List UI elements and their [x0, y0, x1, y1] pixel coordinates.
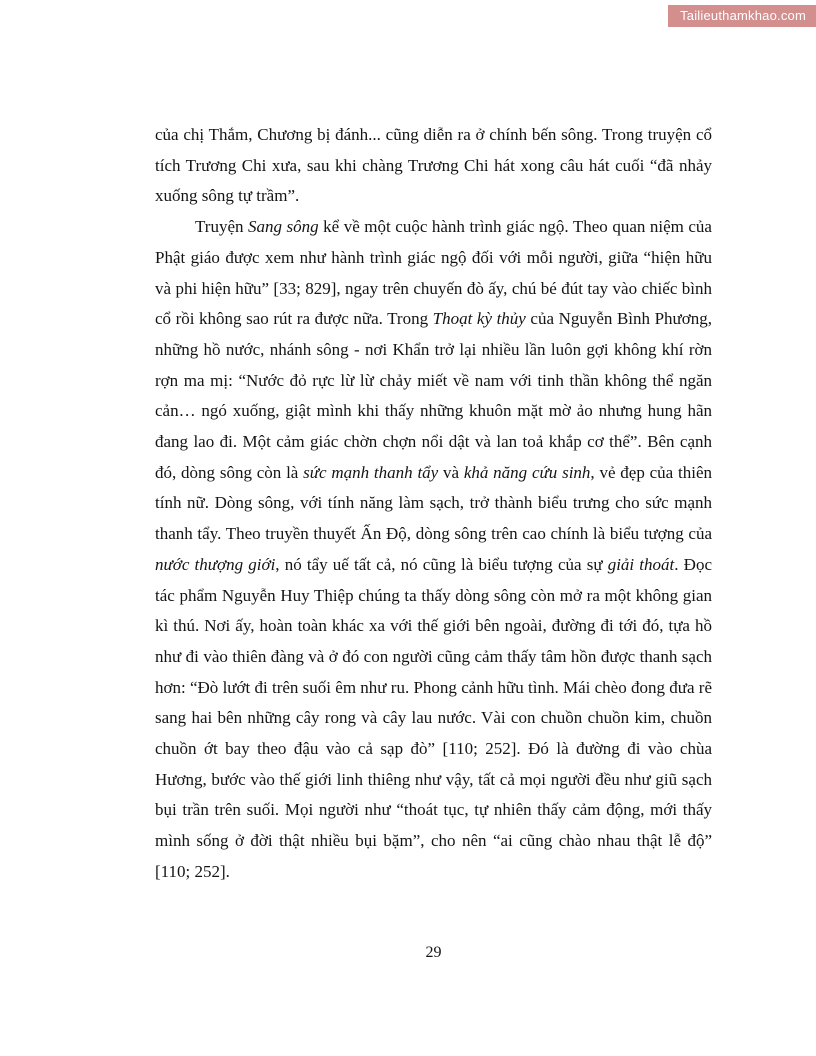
text-run: Thoạt kỳ thủy	[432, 309, 526, 329]
text-run: . Đọc tác phẩm Nguyễn Huy Thiệp chúng ta thấy dòng sông còn mở ra một không gian kì thú. Nơi ấy, hoàn toàn khác xa với thế giới bên ngoài, đường đi tới đó, tựa hồ như đi vào thiên đàng và ở đó con người cũng cảm thấy tâm hồn được thanh sạch hơn: “Đò lướt đi trên suối êm như ru. Phong cảnh hữu tình. Mái chèo đong đưa rẽ sang hai bên những cây rong và cây lau nước. Vài con chuồn chuồn kim, chuồn chuồn ớt bay theo đậu vào cả sạp đò” [110; 252]. Đó là đường đi vào chùa Hương, bước vào thế giới linh thiêng như vậy, tất cả mọi người đều như giũ sạch bụi trần trên suối. Mọi người như “thoát tục, tự nhiên thấy cảm động, mới thấy mình sống ở đời thật nhiều bụi bặm”, cho nên “ai cũng chào nhau thật lễ độ” [110; 252].	[155, 554, 712, 881]
text-run: Sang sông	[248, 217, 319, 237]
paragraph	[155, 120, 712, 212]
text-run: Truyện	[195, 217, 249, 237]
paragraph	[155, 212, 712, 887]
text-run: của Nguyễn Bình Phương, những hồ nước, nhánh sông - nơi Khẩn trở lại nhiều lần luôn gợi không khí rờn rợn ma mị: “Nước đỏ rực lừ lừ chảy miết về nam với tinh thần không thể ngăn cản… ngó xuống, giật mình khi thấy những khuôn mặt mờ ảo nhưng hung hãn đang lao đi. Một cảm giác chờn chợn nổi dật và lan toả khắp cơ thể”. Bên cạnh đó, dòng sông còn là	[155, 309, 712, 482]
text-run: kể về một cuộc hành trình giác ngộ. Theo quan niệm của Phật giáo được xem như hành trình giác ngộ đối với mỗi người, giữa “hiện hữu và phi hiện hữu” [33; 829], ngay trên chuyến đò ấy, chú bé đút tay vào chiếc bình cổ rồi không sao rút ra được nữa. Trong	[155, 217, 712, 329]
text-run: và	[438, 462, 464, 482]
text-run: , nó tẩy uế tất cả, nó cũng là biểu tượng của sự	[275, 554, 608, 574]
text-run: khả năng cứu sinh	[463, 462, 591, 482]
page-number: 29	[425, 944, 442, 961]
text-run: giải thoát	[607, 554, 675, 574]
watermark-label: Tailieuthamkhao.com	[668, 5, 816, 27]
text-block	[155, 120, 712, 888]
text-run: , vẻ đẹp của thiên tính nữ. Dòng sông, với tính năng làm sạch, trở thành biểu trưng cho sức mạnh thanh tẩy. Theo truyền thuyết Ấn Độ, dòng sông trên cao chính là biểu tượng của	[155, 462, 713, 544]
text-run: sức mạnh thanh tẩy	[303, 462, 439, 482]
text-run: nước thượng giới	[155, 554, 276, 574]
text-run: của chị Thắm, Chương bị đánh... cũng diễn ra ở chính bến sông. Trong truyện cổ tích Trương Chi xưa, sau khi chàng Trương Chi hát xong câu hát cuối “đã nhảy xuống sông tự trầm”.	[155, 125, 712, 206]
